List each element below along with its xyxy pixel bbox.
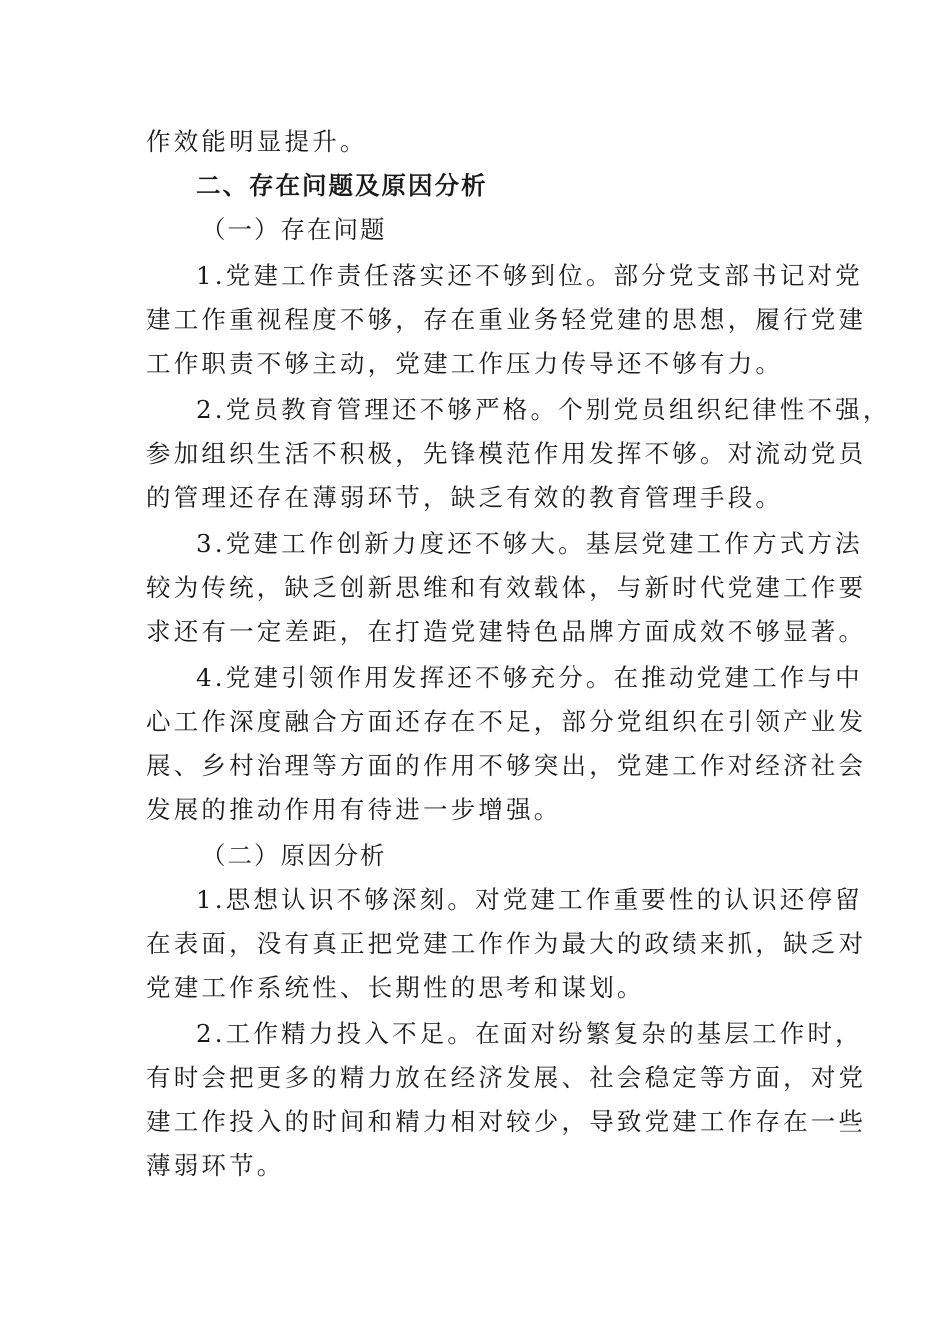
sub-heading: （二）原因分析 (201, 841, 387, 870)
body-text-line: 3.党建工作创新力度还不够大。基层党建工作方式方法 (196, 529, 863, 558)
body-text-line: 工作职责不够主动，党建工作压力传导还不够有力。 (146, 349, 784, 378)
body-text-line: 1.党建工作责任落实还不够到位。部分党支部书记对党 (196, 261, 863, 290)
body-text-line: 有时会把更多的精力放在经济发展、社会稳定等方面，对党 (146, 1063, 867, 1092)
body-text-line: 求还有一定差距，在打造党建特色品牌方面成效不够显著。 (146, 617, 867, 646)
body-text-line: 的管理还存在薄弱环节，缺乏有效的教育管理手段。 (146, 483, 784, 512)
section-heading: 二、存在问题及原因分析 (196, 171, 488, 200)
body-text-line: 建工作重视程度不够，存在重业务轻党建的思想，履行党建 (146, 305, 867, 334)
body-text-line: 较为传统，缺乏创新思维和有效载体，与新时代党建工作要 (146, 573, 867, 602)
body-text-line: 党建工作系统性、长期性的思考和谋划。 (146, 973, 645, 1002)
body-text-line: 1.思想认识不够深刻。对党建工作重要性的认识还停留 (196, 885, 863, 914)
body-text-line: 建工作投入的时间和精力相对较少，导致党建工作存在一些 (146, 1107, 867, 1136)
body-text-line: 心工作深度融合方面还存在不足，部分党组织在引领产业发 (146, 707, 867, 736)
body-text-line: 2.工作精力投入不足。在面对纷繁复杂的基层工作时， (196, 1019, 863, 1048)
body-text-line: 2.党员教育管理还不够严格。个别党员组织纪律性不强， (196, 395, 891, 424)
body-text-line: 参加组织生活不积极，先锋模范作用发挥不够。对流动党员 (146, 439, 867, 468)
body-text-line: 薄弱环节。 (146, 1151, 285, 1180)
body-text-line: 展、乡村治理等方面的作用不够突出，党建工作对经济社会 (146, 751, 867, 780)
sub-heading: （一）存在问题 (201, 215, 387, 244)
body-text-line: 在表面，没有真正把党建工作作为最大的政绩来抓，缺乏对 (146, 929, 867, 958)
body-text-line: 作效能明显提升。 (146, 127, 368, 156)
body-text-line: 4.党建引领作用发挥还不够充分。在推动党建工作与中 (196, 663, 863, 692)
body-text-line: 发展的推动作用有待进一步增强。 (146, 795, 562, 824)
